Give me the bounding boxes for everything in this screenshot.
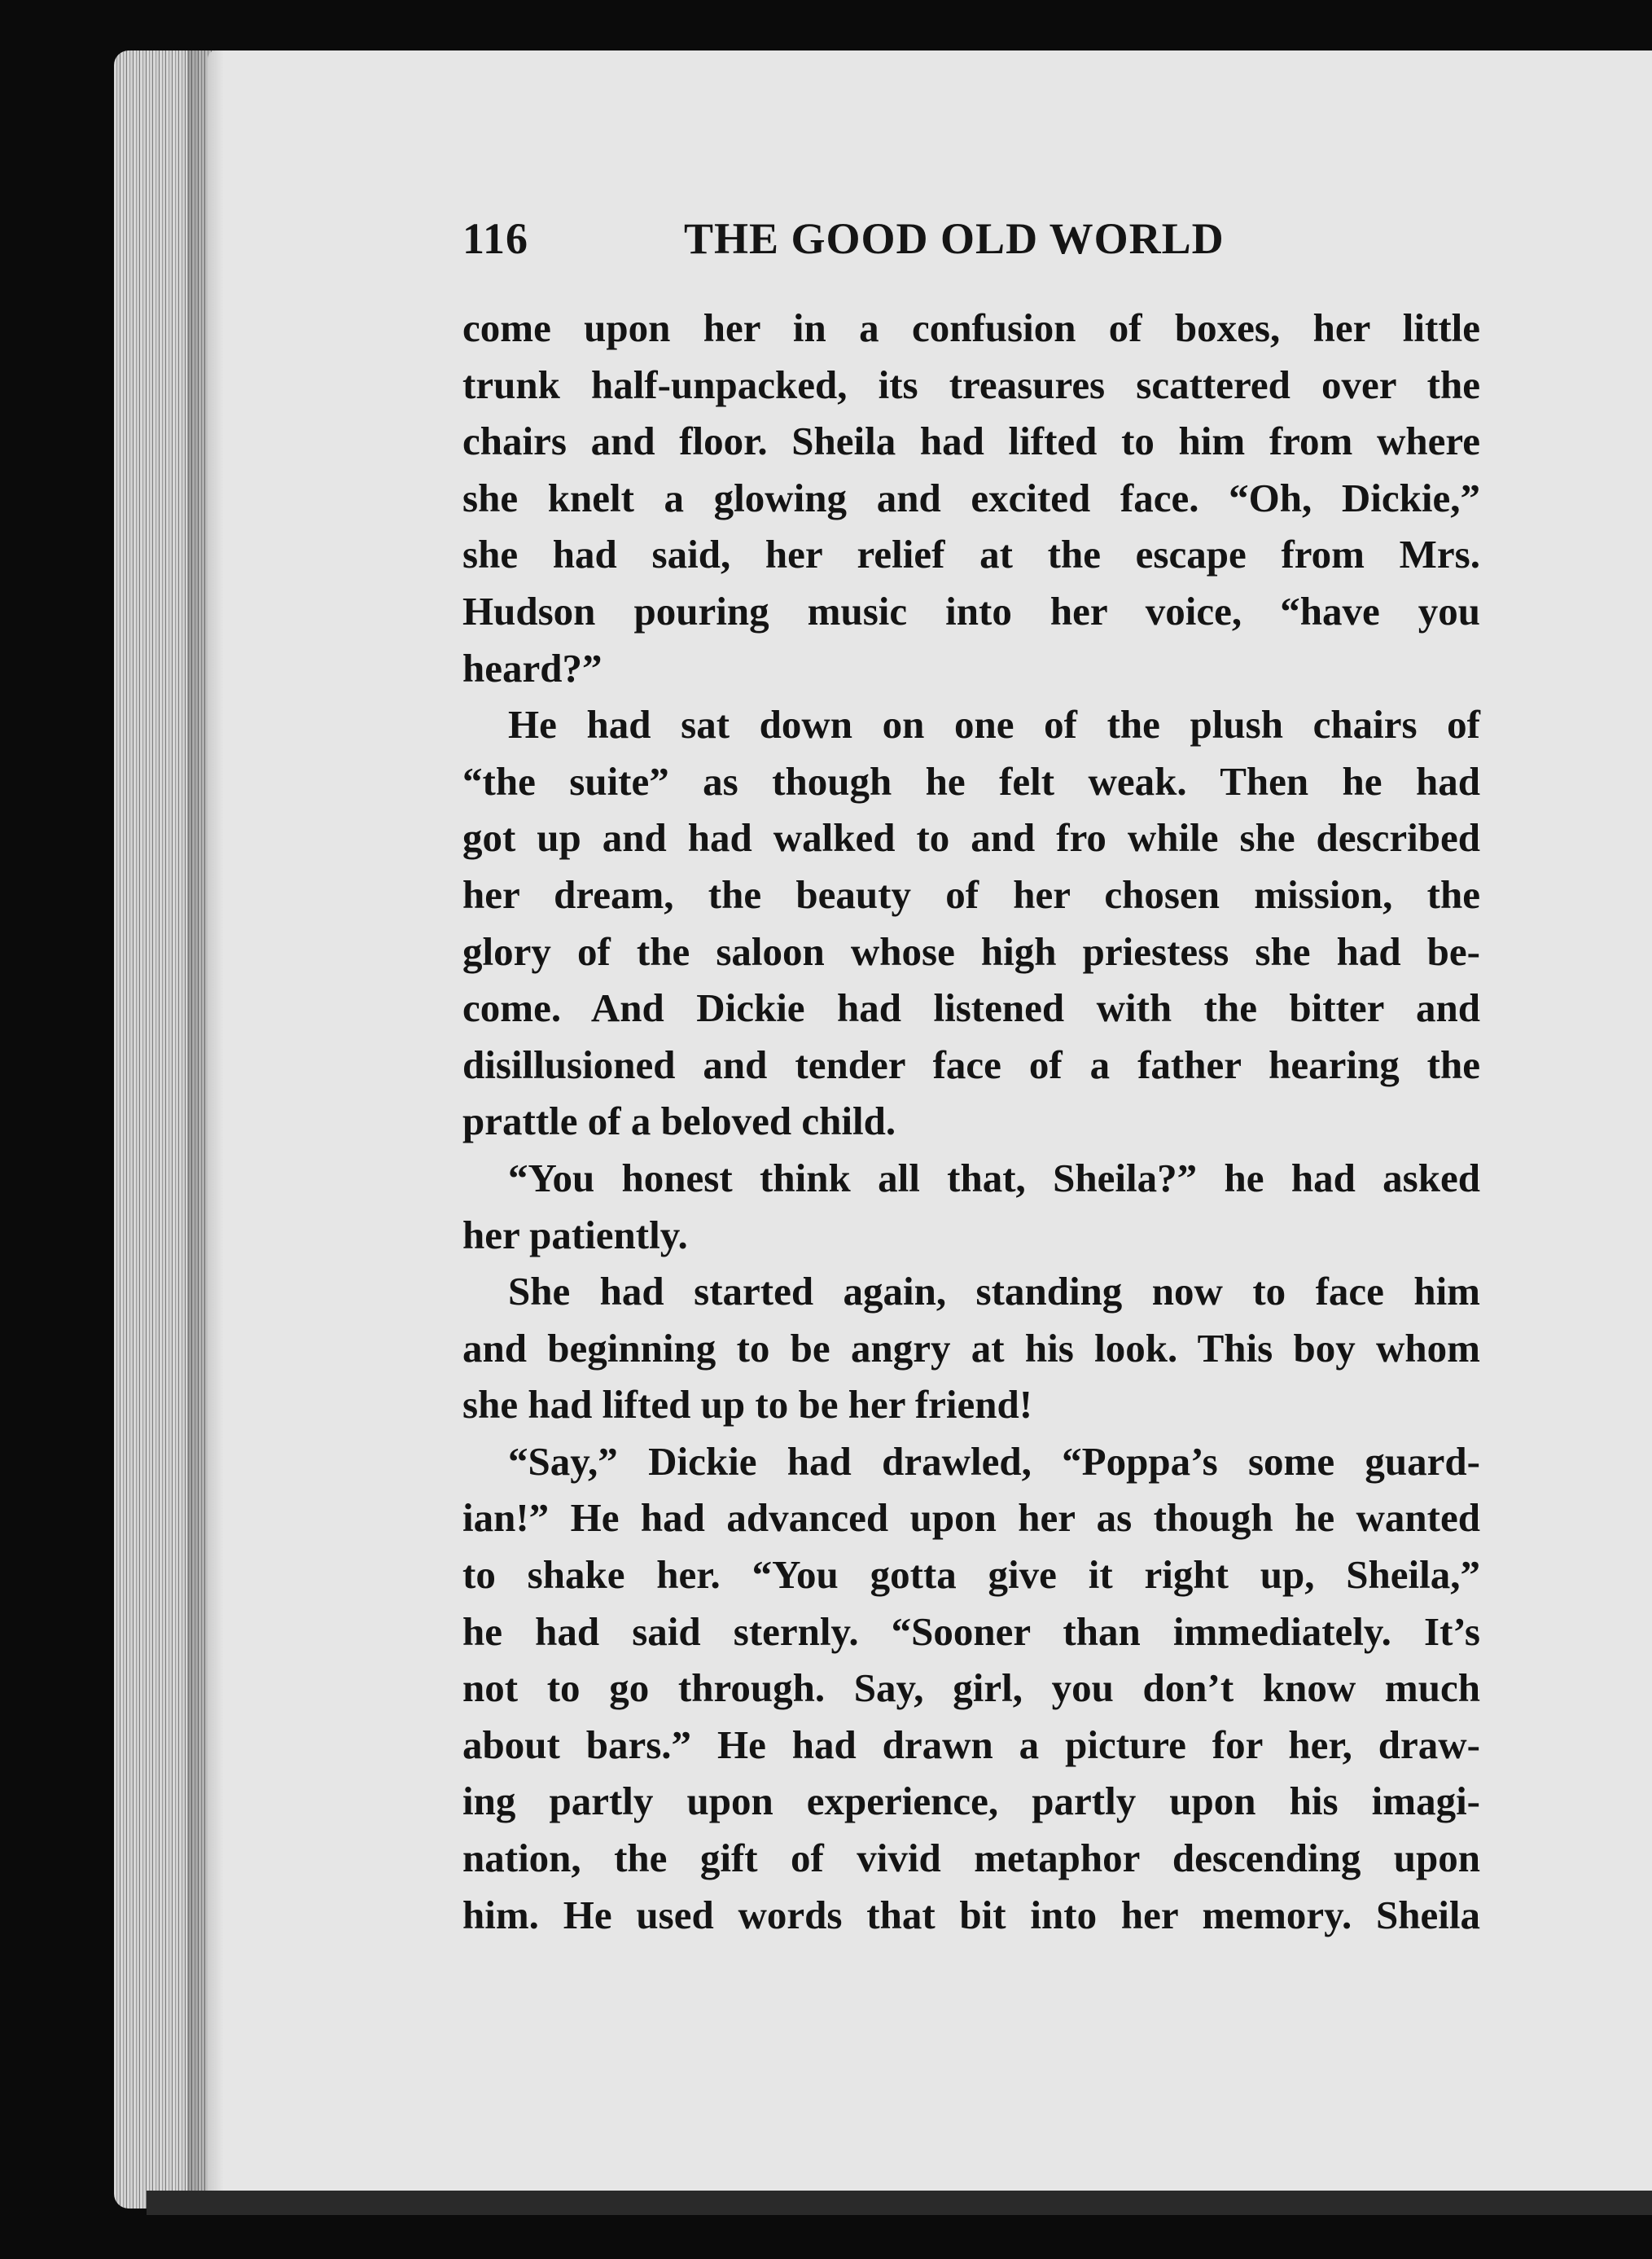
running-head <box>462 213 1277 270</box>
book-title: THE GOOD OLD WORLD <box>684 214 1225 263</box>
text-line: He had sat down on one of the plush chairs of <box>508 702 1480 748</box>
text-line: and beginning to be angry at his look. This boy whom <box>462 1325 1480 1371</box>
text-line: come. And Dickie had listened with the bitter and <box>462 985 1480 1031</box>
text-line: to shake her. “You gotta give it right up, Sheila,” <box>462 1552 1480 1598</box>
text-line: heard?” <box>462 645 603 691</box>
text-line: prattle of a beloved child. <box>462 1099 896 1144</box>
text-line: disillusioned and tender face of a father hearing the <box>462 1042 1480 1087</box>
text-line: got up and had walked to and fro while she described <box>462 815 1480 861</box>
text-line: come upon her in a confusion of boxes, her little <box>462 305 1480 350</box>
text-line: nation, the gift of vivid metaphor descending upon <box>462 1836 1480 1881</box>
text-line: not to go through. Say, girl, you don’t know much <box>462 1665 1480 1711</box>
text-line: She had started again, standing now to face him <box>508 1269 1480 1314</box>
text-line: her patiently. <box>462 1212 688 1257</box>
text-line: “Say,” Dickie had drawled, “Poppa’s some guard- <box>508 1438 1480 1484</box>
text-line: he had said sternly. “Sooner than immediately. It’s <box>462 1608 1480 1654</box>
text-line: she had lifted up to be her friend! <box>462 1382 1033 1428</box>
text-line: about bars.” He had drawn a picture for her, draw- <box>462 1722 1480 1767</box>
text-line: “You honest think all that, Sheila?” he had asked <box>508 1155 1480 1200</box>
body-text <box>462 300 1480 1943</box>
text-line: she had said, her relief at the escape from Mrs. <box>462 532 1480 577</box>
text-line: ing partly upon experience, partly upon his imagi- <box>462 1779 1480 1824</box>
text-line: him. He used words that bit into her memory. Sheila <box>462 1892 1480 1937</box>
text-line: “the suite” as though he felt weak. Then he had <box>462 758 1480 804</box>
bottom-edge <box>147 2191 1652 2215</box>
gutter-shadow <box>187 50 224 2209</box>
page-number: 116 <box>462 214 529 263</box>
text-line: trunk half-unpacked, its treasures scattered over the <box>462 362 1480 407</box>
text-line: her dream, the beauty of her chosen mission, the <box>462 871 1480 917</box>
text-line: Hudson pouring music into her voice, “have you <box>462 588 1480 634</box>
text-line: she knelt a glowing and excited face. “Oh, Dickie,” <box>462 475 1480 520</box>
text-line: ian!” He had advanced upon her as though he wanted <box>462 1495 1480 1541</box>
text-line: glory of the saloon whose high priestess she had be- <box>462 928 1480 974</box>
text-line: chairs and floor. Sheila had lifted to him from where <box>462 419 1480 464</box>
